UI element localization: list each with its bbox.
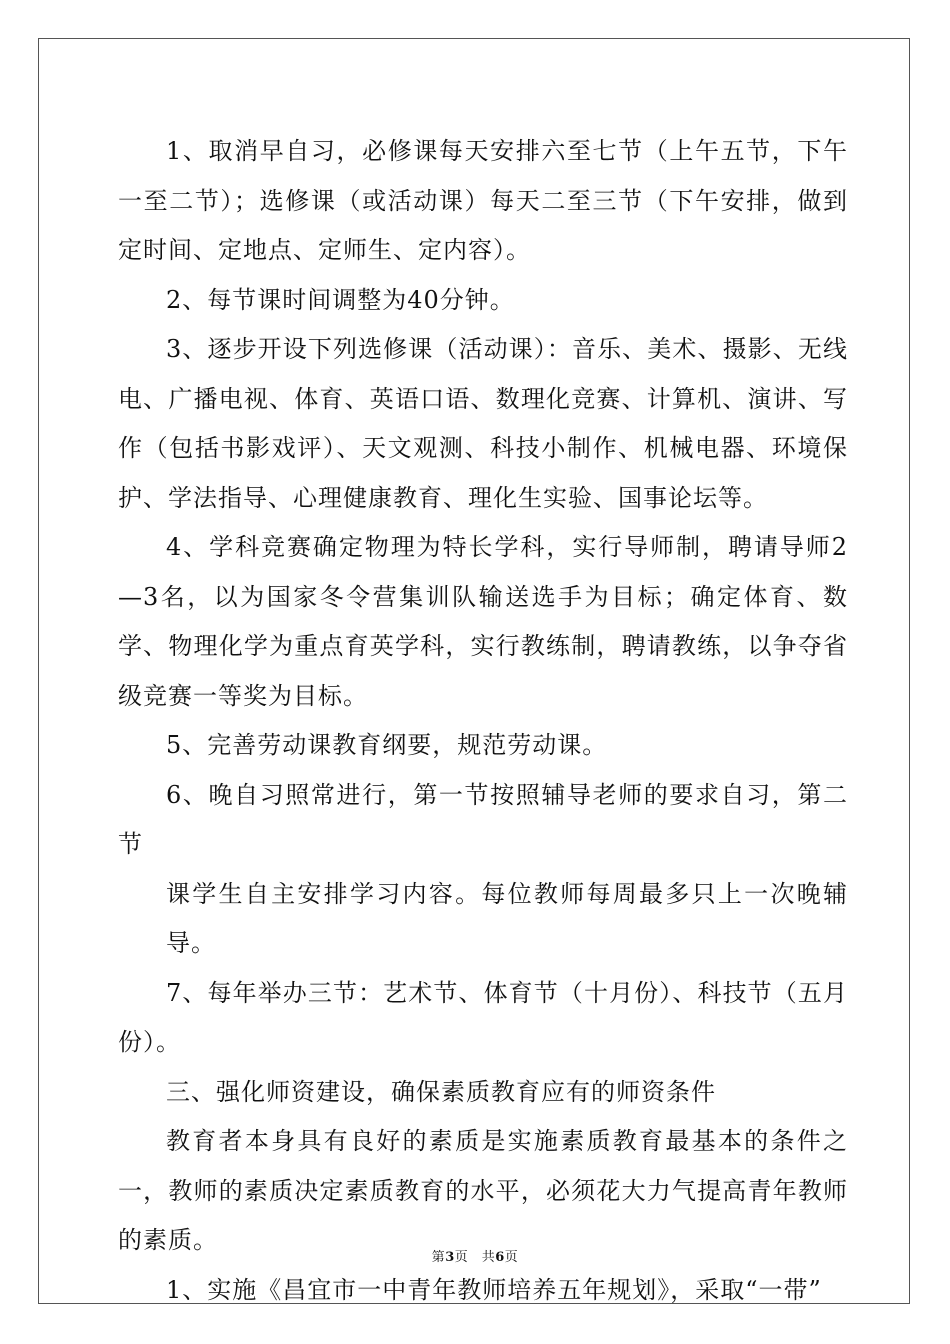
paragraph-item-6-line-1: 6、晚自习照常进行，第一节按照辅导老师的要求自习，第二节 (118, 780, 848, 858)
paragraph-item-5: 5、完善劳动课教育纲要，规范劳动课。 (166, 731, 608, 759)
document-body (118, 127, 848, 1315)
footer-mid: 页 共 (454, 1250, 496, 1265)
section-heading-3: 三、强化师资建设，确保素质教育应有的师资条件 (166, 1077, 716, 1106)
paragraph-item-7: 7、每年举办三节：艺术节、体育节（十月份）、科技节（五月份）。 (118, 978, 848, 1056)
paragraph-item-4: 4、学科竞赛确定物理为特长学科，实行导师制，聘请导师2—3名，以为国家冬令营集训队输送选手为目标；确定体育、数学、物理化学为重点育英学科，实行教练制，聘请教练，以争夺省级竞赛一等奖为目标。 (118, 533, 848, 710)
paragraph-item-s3-1: 1、实施《昌宜市一中青年教师培养五年规划》，采取“一带” (166, 1275, 822, 1304)
paragraph-item-6-line-2: 课学生自主安排学习内容。每位教师每周最多只上一次晚辅导。 (166, 879, 848, 957)
section-intro-paragraph: 教育者本身具有良好的素质是实施素质教育最基本的条件之一，教师的素质决定素质教育的水平，必须花大力气提高青年教师的素质。 (118, 1127, 848, 1254)
footer-total-pages: 6 (495, 1250, 505, 1265)
footer-prefix: 第 (431, 1250, 446, 1265)
paragraph-item-3: 3、逐步开设下列选修课（活动课）：音乐、美术、摄影、无线电、广播电视、体育、英语口语、数理化竞赛、计算机、演讲、写作（包括书影戏评）、天文观测、科技小制作、机械电器、环境保护、学法指导、心理健康教育、理化生实验、国事论坛等。 (118, 335, 848, 512)
page-footer (0, 1246, 950, 1265)
paragraph-item-1: 1、取消早自习，必修课每天安排六至七节（上午五节，下午一至二节）；选修课（或活动课）每天二至三节（下午安排，做到定时间、定地点、定师生、定内容）。 (118, 137, 848, 264)
paragraph-item-2: 2、每节课时间调整为40分钟。 (166, 285, 515, 314)
footer-current-page: 3 (445, 1250, 455, 1265)
footer-suffix: 页 (504, 1250, 519, 1265)
